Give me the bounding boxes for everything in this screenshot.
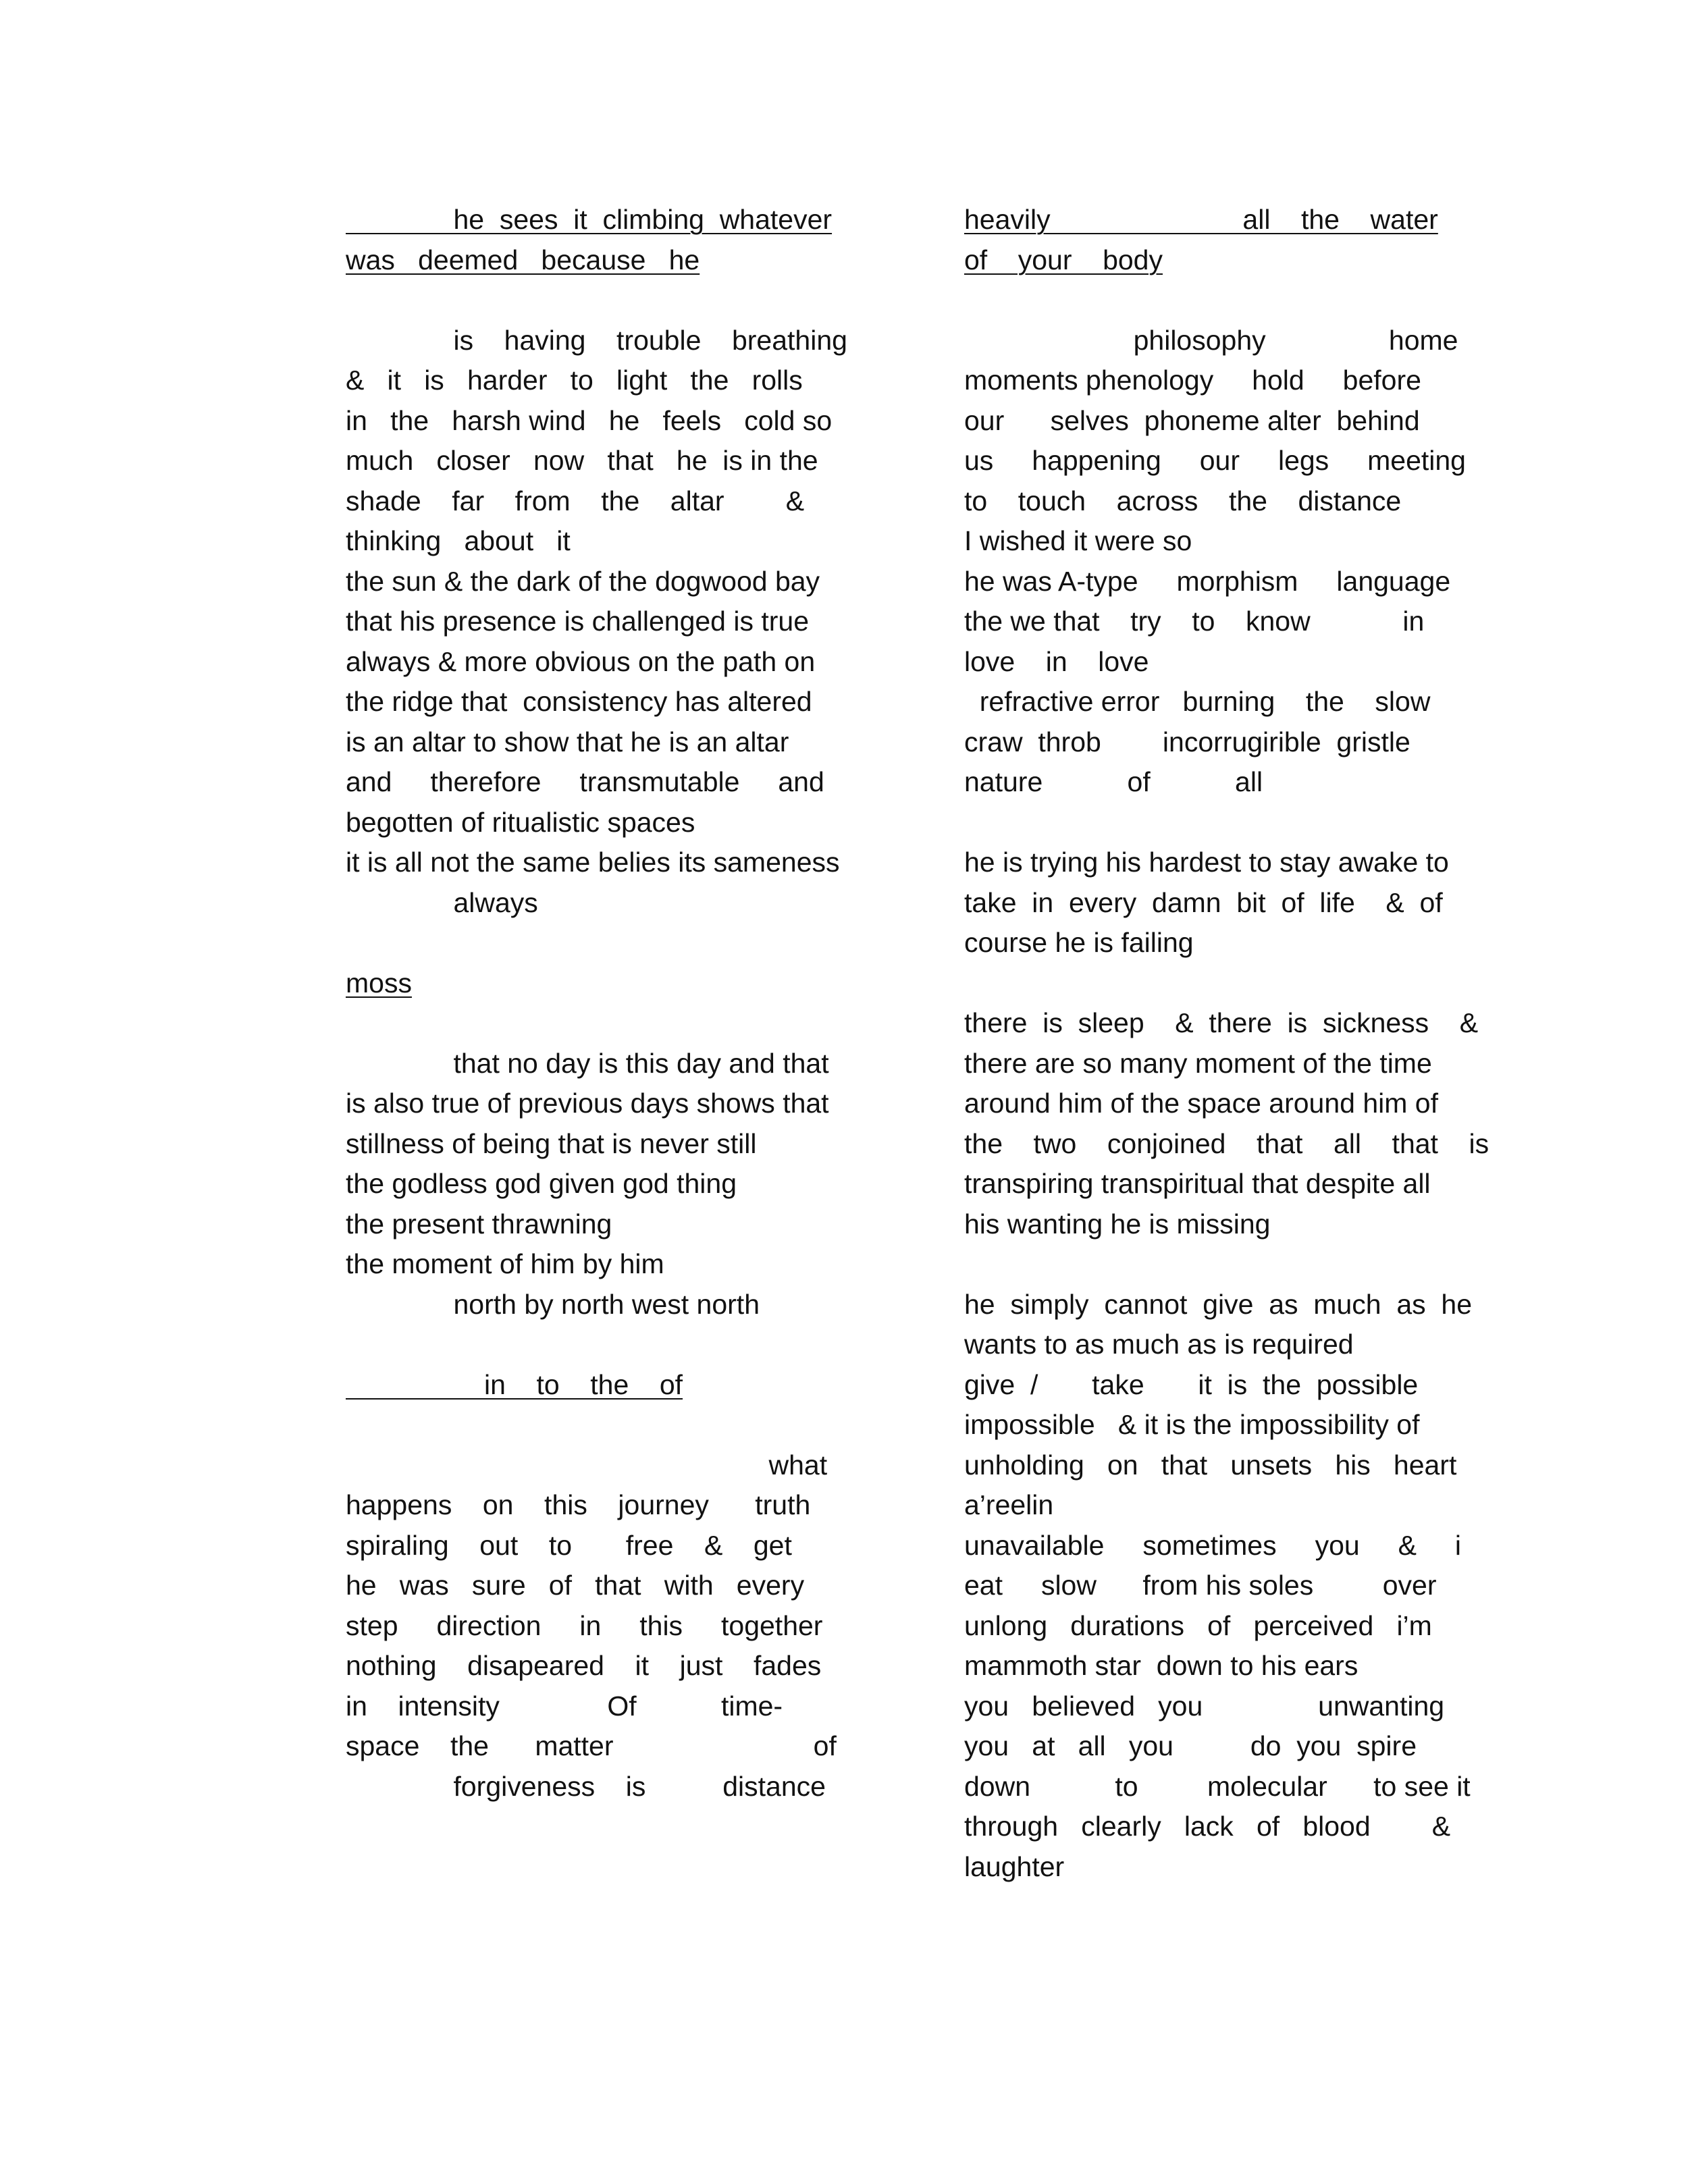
left-column-line: was deemed because he (346, 244, 700, 275)
left-column-line: in intensity Of time- (346, 1690, 783, 1722)
left-column-line (346, 1003, 872, 1043)
right-column-line: down to molecular to see it (964, 1770, 1471, 1802)
right-column-line: give / take it is the possible (964, 1368, 1419, 1400)
left-column-line: forgiveness is distance (346, 1770, 826, 1802)
left-column-line: nothing disapeared it just fades (346, 1650, 822, 1681)
right-column-line: he is trying his hardest to stay awake to (964, 847, 1449, 878)
left-column-line: shade far from the altar & (346, 485, 805, 516)
right-column-line: heavily all the water (964, 204, 1438, 235)
right-column-line (964, 1244, 1491, 1284)
left-column-line: the ridge that consistency has altered (346, 686, 812, 717)
left-column-line (346, 922, 872, 963)
right-column-line: around him of the space around him of (964, 1088, 1438, 1119)
right-column-line: through clearly lack of blood & (964, 1811, 1451, 1842)
left-column-line: thinking about it (346, 525, 571, 556)
right-column-line: you at all you do you spire (964, 1730, 1417, 1761)
right-column-line: he was A-type morphism language (964, 565, 1451, 597)
left-column-line (346, 1324, 872, 1364)
right-column-line: a’reelin (964, 1489, 1054, 1520)
right-column-line (964, 963, 1491, 1003)
left-column-line: stillness of being that is never still (346, 1127, 757, 1159)
left-column-line: begotten of ritualistic spaces (346, 806, 695, 838)
left-column-line: it is all not the same belies its sameness (346, 847, 840, 878)
right-column-line: craw throb incorrugirible gristle (964, 726, 1410, 757)
right-column-line: there is sleep & there is sickness & (964, 1007, 1479, 1038)
right-column-line: moments phenology hold before (964, 365, 1421, 396)
left-column-line: always & more obvious on the path on (346, 645, 816, 677)
right-column-line: to touch across the distance (964, 485, 1402, 516)
left-column-line: always (346, 886, 538, 918)
right-column-line: of your body (964, 244, 1163, 275)
left-column-line: north by north west north (346, 1288, 760, 1320)
left-column-line: the moment of him by him (346, 1248, 664, 1279)
right-column-line: unlong durations of perceived i’m (964, 1609, 1432, 1641)
left-column-line: that no day is this day and that (346, 1047, 829, 1079)
left-column-line (346, 1404, 872, 1445)
left-column-line: is having trouble breathing (346, 324, 847, 356)
left-column-line: & it is harder to light the rolls (346, 365, 803, 396)
right-column-line: wants to as much as is required (964, 1329, 1354, 1360)
left-column-line: the sun & the dark of the dogwood bay (346, 565, 820, 597)
left-column-line: spiraling out to free & get (346, 1529, 792, 1561)
right-column-line (964, 279, 1491, 320)
right-column-line: love in love (964, 645, 1149, 677)
right-column-line: course he is failing (964, 927, 1194, 958)
left-column-line: is also true of previous days shows that (346, 1088, 829, 1119)
right-column-line: us happening our legs meeting (964, 445, 1466, 476)
right-column-line: transpiring transpiritual that despite all (964, 1168, 1431, 1199)
right-column-line: you believed you unwanting (964, 1690, 1445, 1722)
right-column-line: he simply cannot give as much as he (964, 1288, 1473, 1320)
left-column-line: and therefore transmutable and (346, 766, 824, 797)
right-column-line: our selves phoneme alter behind (964, 404, 1420, 436)
left-column-line: he was sure of that with every (346, 1570, 805, 1601)
left-column-line: much closer now that he is in the (346, 445, 818, 476)
left-column-line: step direction in this together (346, 1609, 823, 1641)
right-column-line: the two conjoined that all that is (964, 1127, 1489, 1159)
right-column-line: impossible & it is the impossibility of (964, 1409, 1420, 1440)
right-column-line: unholding on that unsets his heart (964, 1449, 1457, 1481)
right-column-line: eat slow from his soles over (964, 1570, 1437, 1601)
right-column-line: refractive error burning the slow (964, 686, 1431, 717)
left-column-line: the present thrawning (346, 1208, 612, 1240)
left-column-line: what (346, 1449, 828, 1481)
right-column-line: philosophy home (964, 324, 1458, 356)
right-column-line: unavailable sometimes you & i (964, 1529, 1462, 1561)
left-column-line: that his presence is challenged is true (346, 606, 810, 637)
right-column-line: the we that try to know in (964, 606, 1425, 637)
right-column-line (964, 802, 1491, 843)
right-column-line: laughter (964, 1850, 1065, 1882)
left-column-line: in the harsh wind he feels cold so (346, 404, 833, 436)
left-column-line (346, 279, 872, 320)
left-column-line: is an altar to show that he is an altar (346, 726, 789, 757)
right-column-line: his wanting he is missing (964, 1208, 1271, 1240)
right-column-line: mammoth star down to his ears (964, 1650, 1359, 1681)
left-column-line: the godless god given god thing (346, 1168, 737, 1199)
right-column-line: nature of all (964, 766, 1263, 797)
right-column-line: take in every damn bit of life & of (964, 886, 1443, 918)
left-column-line: in to the of (346, 1368, 683, 1400)
right-column-line: I wished it were so (964, 525, 1192, 556)
left-column-line: he sees it climbing whatever (346, 204, 833, 235)
left-column-line: happens on this journey truth (346, 1489, 811, 1520)
left-column-line: moss (346, 967, 412, 998)
right-column-line: there are so many moment of the time (964, 1047, 1432, 1079)
left-column-line: space the matter of (346, 1730, 837, 1761)
